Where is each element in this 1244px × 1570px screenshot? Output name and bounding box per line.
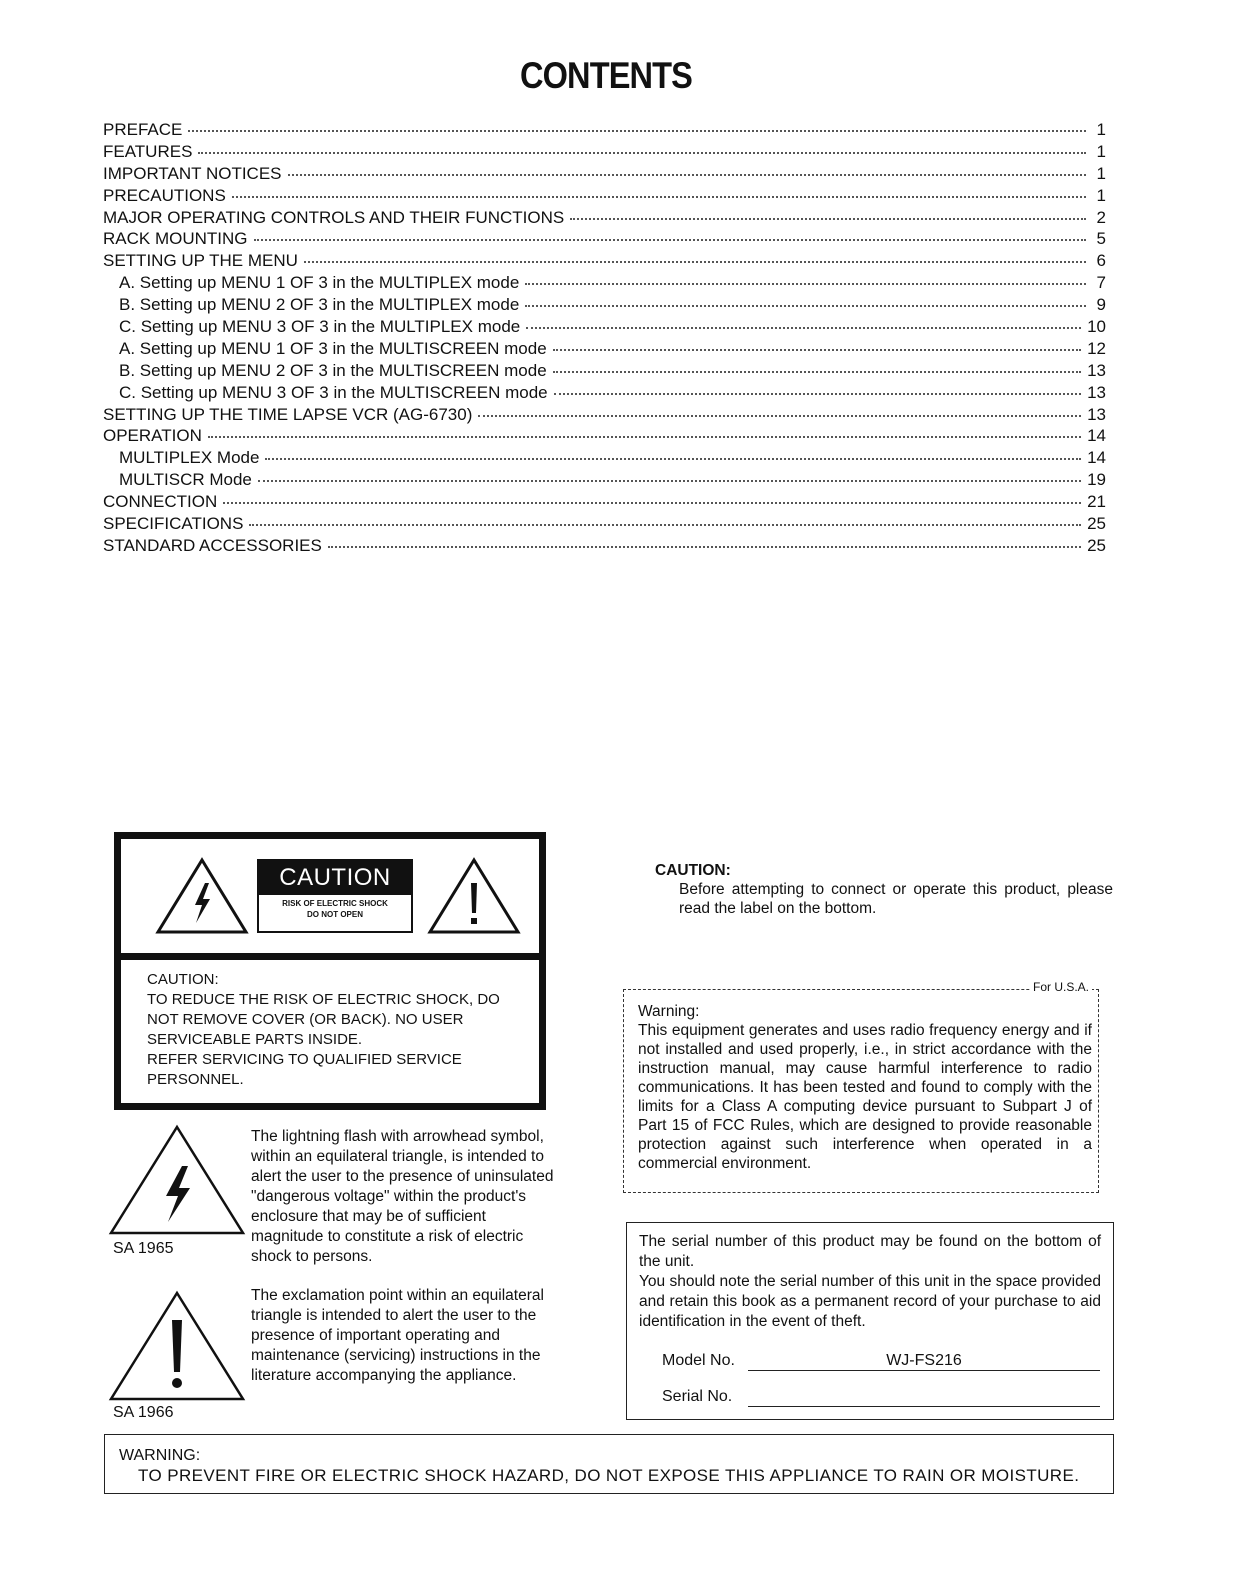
toc-entry-page: 1 bbox=[1096, 163, 1106, 183]
toc-leader-dots bbox=[232, 196, 1086, 198]
fire-shock-warning-text: TO PREVENT FIRE OR ELECTRIC SHOCK HAZARD, DO NOT EXPOSE THIS APPLIANCE TO RAIN OR MOISTURE. bbox=[138, 1466, 1080, 1485]
toc-entry-page: 9 bbox=[1096, 295, 1106, 315]
toc-entry-page: 13 bbox=[1087, 404, 1106, 424]
toc-entry bbox=[103, 273, 1106, 295]
toc-entry-title: C. Setting up MENU 3 OF 3 in the MULTIPLEX mode bbox=[119, 317, 521, 337]
toc-entry bbox=[103, 186, 1106, 208]
toc-entry-title: CONNECTION bbox=[103, 492, 218, 512]
toc-entry-page: 2 bbox=[1096, 207, 1106, 227]
toc-entry-page: 21 bbox=[1087, 492, 1106, 512]
region-tag: For U.S.A. bbox=[1030, 980, 1092, 994]
toc-entry-title: SPECIFICATIONS bbox=[103, 514, 244, 534]
serial-note-text2: You should note the serial number of this unit in the space provided and retain this book as a permanent record of your purchase to aid identification in the event of theft. bbox=[639, 1273, 1101, 1330]
toc-entry-title: C. Setting up MENU 3 OF 3 in the MULTISCREEN mode bbox=[119, 382, 548, 402]
caution-label-heading: CAUTION: bbox=[147, 971, 219, 988]
toc-entry-page: 5 bbox=[1096, 229, 1106, 249]
caution-label-text1: TO REDUCE THE RISK OF ELECTRIC SHOCK, DO NOT REMOVE COVER (OR BACK). NO USER SERVICEABLE PARTS INSIDE. bbox=[147, 991, 500, 1048]
toc-leader-dots bbox=[198, 152, 1086, 154]
serial-number-value bbox=[748, 1388, 1100, 1407]
caution-label-box bbox=[114, 832, 546, 1110]
toc-entry-page: 1 bbox=[1096, 120, 1106, 139]
toc-entry-page: 19 bbox=[1087, 470, 1106, 490]
toc-entry-page: 10 bbox=[1087, 317, 1106, 337]
toc-leader-dots bbox=[249, 524, 1081, 526]
toc-entry-title: PRECAUTIONS bbox=[103, 185, 226, 205]
model-number-value: WJ-FS216 bbox=[748, 1352, 1100, 1371]
toc-leader-dots bbox=[554, 393, 1081, 395]
model-number-label: Model No. bbox=[662, 1352, 735, 1369]
lightning-triangle-icon bbox=[108, 1124, 246, 1236]
page-title: CONTENTS bbox=[519, 55, 693, 96]
toc-leader-dots bbox=[553, 371, 1081, 373]
toc-entry-page: 13 bbox=[1087, 382, 1106, 402]
toc-entry bbox=[103, 470, 1106, 492]
toc-entry-page: 7 bbox=[1096, 273, 1106, 293]
toc-entry bbox=[103, 536, 1106, 558]
toc-entry-title: SETTING UP THE TIME LAPSE VCR (AG-6730) bbox=[103, 404, 473, 424]
toc-entry-page: 14 bbox=[1087, 448, 1106, 468]
toc-entry-title: RACK MOUNTING bbox=[103, 229, 248, 249]
toc-entry-title: B. Setting up MENU 2 OF 3 in the MULTIPLEX mode bbox=[119, 295, 520, 315]
serial-number-box bbox=[626, 1222, 1114, 1420]
toc-entry-title: PREFACE bbox=[103, 120, 183, 139]
fire-shock-warning-box bbox=[104, 1434, 1114, 1494]
caution-label-header bbox=[121, 839, 539, 960]
toc-entry bbox=[103, 295, 1106, 317]
toc-entry bbox=[103, 383, 1106, 405]
toc-entry-title: B. Setting up MENU 2 OF 3 in the MULTISCREEN mode bbox=[119, 360, 547, 380]
toc-entry-title: SETTING UP THE MENU bbox=[103, 251, 298, 271]
caution-notice-text: Before attempting to connect or operate this product, please read the label on the bottom. bbox=[679, 881, 1113, 917]
toc-entry bbox=[103, 229, 1106, 251]
toc-leader-dots bbox=[304, 261, 1086, 263]
lightning-symbol-code: SA 1965 bbox=[113, 1240, 174, 1257]
toc-leader-dots bbox=[526, 327, 1081, 329]
toc-entry bbox=[103, 208, 1106, 230]
serial-note-text1: The serial number of this product may be found on the bottom of the unit. bbox=[639, 1233, 1101, 1270]
table-of-contents bbox=[103, 120, 1106, 558]
toc-entry-title: FEATURES bbox=[103, 141, 193, 161]
toc-entry-page: 25 bbox=[1087, 535, 1106, 555]
caution-sticker bbox=[257, 859, 413, 933]
lightning-warning-icon bbox=[155, 857, 249, 935]
toc-entry bbox=[103, 251, 1106, 273]
toc-entry-title: MULTISCR Mode bbox=[119, 470, 252, 490]
caution-label-text2: REFER SERVICING TO QUALIFIED SERVICE PERSONNEL. bbox=[147, 1051, 462, 1088]
toc-entry-title: IMPORTANT NOTICES bbox=[103, 163, 282, 183]
toc-leader-dots bbox=[478, 415, 1081, 417]
caution-sticker-subtitle bbox=[259, 895, 411, 920]
toc-entry-title: STANDARD ACCESSORIES bbox=[103, 535, 322, 555]
toc-entry-page: 14 bbox=[1087, 426, 1106, 446]
toc-entry bbox=[103, 405, 1106, 427]
toc-entry-page: 1 bbox=[1096, 141, 1106, 161]
toc-entry bbox=[103, 164, 1106, 186]
caution-sticker-title: CAUTION bbox=[259, 861, 411, 895]
toc-leader-dots bbox=[188, 130, 1086, 132]
toc-leader-dots bbox=[258, 480, 1081, 482]
toc-entry bbox=[103, 514, 1106, 536]
toc-leader-dots bbox=[265, 458, 1081, 460]
toc-entry bbox=[103, 142, 1106, 164]
toc-entry bbox=[103, 120, 1106, 142]
serial-number-label: Serial No. bbox=[662, 1388, 733, 1405]
toc-leader-dots bbox=[223, 502, 1081, 504]
toc-leader-dots bbox=[525, 283, 1086, 285]
fcc-warning-text: This equipment generates and uses radio frequency energy and if not installed and used properly, i.e., in strict accordance with the instruction manual, may cause harmful interference to radio communications. It has been tested and found to comply with the limits for a Class A computing device pursuant to Subpart J of Part 15 of FCC Rules, which are designed to provide reasonable protection against such interference when operated in a commercial environment. bbox=[638, 1022, 1092, 1172]
toc-leader-dots bbox=[553, 349, 1081, 351]
toc-entry-title: A. Setting up MENU 1 OF 3 in the MULTISCREEN mode bbox=[119, 338, 547, 358]
caution-notice bbox=[655, 861, 1113, 918]
toc-entry bbox=[103, 492, 1106, 514]
caution-sticker-line1: RISK OF ELECTRIC SHOCK bbox=[282, 899, 388, 908]
toc-entry-title: OPERATION bbox=[103, 426, 202, 446]
toc-entry-title: MULTIPLEX Mode bbox=[119, 448, 260, 468]
toc-entry-page: 1 bbox=[1096, 185, 1106, 205]
toc-leader-dots bbox=[328, 546, 1081, 548]
fire-shock-warning-heading: WARNING: bbox=[119, 1447, 201, 1464]
exclamation-symbol-code: SA 1966 bbox=[113, 1404, 174, 1421]
toc-entry-page: 13 bbox=[1087, 360, 1106, 380]
toc-entry bbox=[103, 448, 1106, 470]
toc-leader-dots bbox=[570, 218, 1086, 220]
toc-entry-page: 12 bbox=[1087, 338, 1106, 358]
exclamation-symbol-description: The exclamation point within an equilateral triangle is intended to alert the user to the presence of important operating and maintenance (servicing) instructions in the literature accompanying the appliance. bbox=[251, 1287, 544, 1384]
toc-entry bbox=[103, 361, 1106, 383]
toc-leader-dots bbox=[525, 305, 1086, 307]
toc-entry-page: 25 bbox=[1087, 514, 1106, 534]
toc-leader-dots bbox=[288, 174, 1086, 176]
serial-number-field bbox=[662, 1388, 732, 1406]
toc-entry bbox=[103, 426, 1106, 448]
toc-entry-title: MAJOR OPERATING CONTROLS AND THEIR FUNCTIONS bbox=[103, 207, 565, 227]
caution-notice-heading: CAUTION: bbox=[655, 862, 731, 879]
fcc-warning-heading: Warning: bbox=[638, 1003, 700, 1020]
toc-entry-title: A. Setting up MENU 1 OF 3 in the MULTIPLEX mode bbox=[119, 273, 520, 293]
toc-entry bbox=[103, 317, 1106, 339]
toc-leader-dots bbox=[208, 436, 1081, 438]
caution-sticker-line2: DO NOT OPEN bbox=[306, 910, 363, 919]
model-number-field bbox=[662, 1352, 962, 1370]
toc-entry bbox=[103, 339, 1106, 361]
exclamation-triangle-icon bbox=[108, 1290, 246, 1402]
lightning-symbol-description: The lightning flash with arrowhead symbol, within an equilateral triangle, is intended to alert the user to the presence of uninsulated "dangerous voltage" within the product's enclosure that may be of sufficient magnitude to constitute a risk of electric shock to persons. bbox=[251, 1128, 554, 1265]
caution-label-text bbox=[147, 970, 527, 1090]
toc-leader-dots bbox=[254, 239, 1087, 241]
toc-entry-page: 6 bbox=[1096, 251, 1106, 271]
exclamation-warning-icon bbox=[427, 857, 521, 935]
fcc-warning-box bbox=[623, 980, 1099, 1193]
